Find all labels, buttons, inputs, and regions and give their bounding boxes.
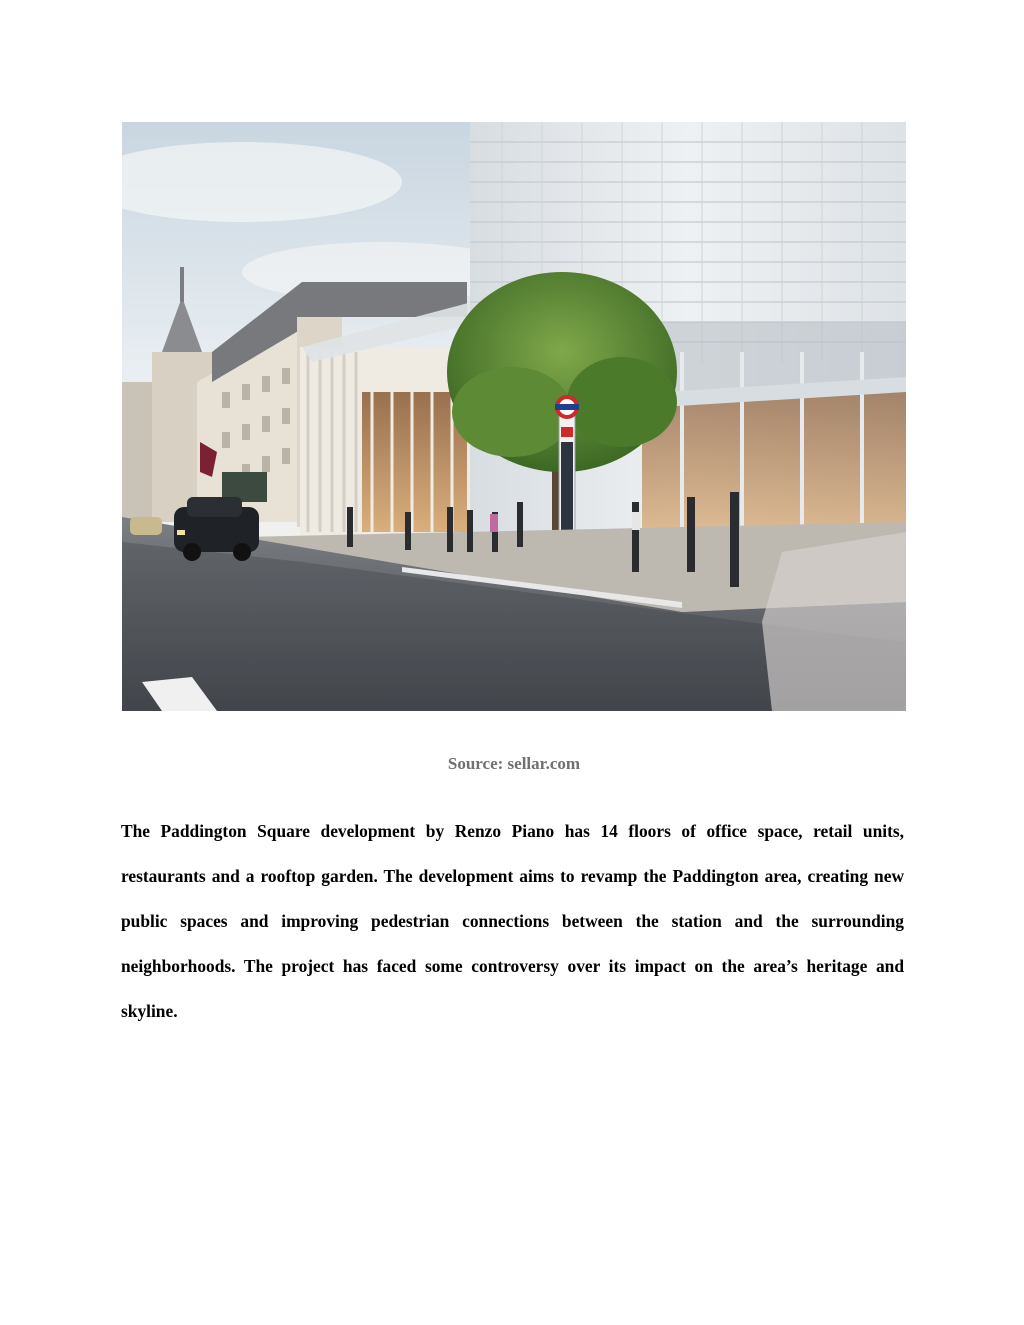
rendering-image: [122, 122, 906, 711]
image-caption: Source: sellar.com: [447, 754, 581, 773]
body-paragraph: The Paddington Square development by Renzo Piano has 14 floors of office space, retail units, restaurants and a rooftop garden. The development aims to revamp the Paddington area, creating new public spaces and improving pedestrian connections between the station and the surrounding neighborhoods. The project has faced some controversy over its impact on the area’s heritage and skyline.: [121, 821, 904, 1021]
paddington-square-rendering: [122, 122, 906, 711]
